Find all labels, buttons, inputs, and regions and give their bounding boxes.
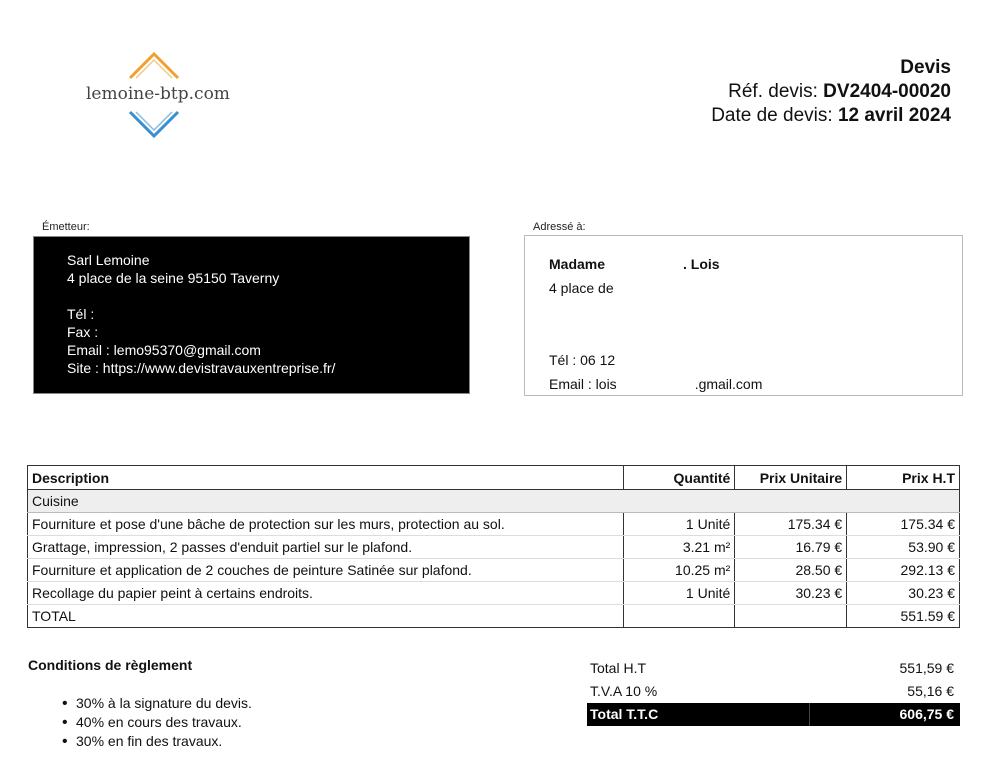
tva-label: T.V.A 10 % (590, 683, 658, 699)
row-description: Fourniture et pose d'une bâche de protection sur les murs, protection au sol. (28, 513, 624, 536)
table-row (28, 536, 960, 559)
tva-value: 55,16 € (907, 683, 954, 699)
company-logo (86, 50, 236, 142)
recipient-label: Adressé à: (533, 221, 586, 233)
quote-date-label: Date de devis: (711, 105, 838, 126)
row-total: 53.90 € (847, 536, 960, 559)
quote-date (711, 104, 951, 128)
recipient-phone: Tél : 06 12 (549, 352, 616, 368)
row-total: 30.23 € (847, 582, 960, 605)
section-label: Cuisine (28, 490, 960, 513)
logo-text: lemoine-btp.com (86, 84, 230, 104)
emitter-phone: Tél : (67, 306, 95, 322)
emitter-fax: Fax : (67, 324, 99, 340)
row-unit-price: 28.50 € (735, 559, 847, 582)
recipient-email-start: Email : lois (549, 376, 617, 392)
recipient-email (549, 372, 962, 396)
row-description: Fourniture et application de 2 couches de peinture Satinée sur plafond. (28, 559, 624, 582)
table-row (28, 582, 960, 605)
recipient-email-end: .gmail.com (694, 376, 763, 392)
row-quantity: 10.25 m² (624, 559, 735, 582)
total-ht-label: Total H.T (590, 660, 647, 676)
header-quantity: Quantité (624, 466, 735, 490)
recipient-address: 4 place de (549, 280, 614, 296)
tva-row (587, 680, 960, 703)
row-quantity: 1 Unité (624, 582, 735, 605)
recipient-name-end: . Lois (683, 256, 720, 272)
recipient-name (549, 252, 962, 276)
total-ttc-label: Total T.T.C (590, 706, 659, 722)
table-total-label: TOTAL (28, 605, 624, 628)
list-item: • 30% en fin des travaux. (62, 732, 252, 751)
header-description: Description (28, 466, 624, 490)
quote-reference-label: Réf. devis: (728, 81, 824, 102)
total-ht-value: 551,59 € (899, 660, 954, 676)
row-total: 292.13 € (847, 559, 960, 582)
emitter-label: Émetteur: (42, 221, 90, 233)
payment-conditions-title: Conditions de règlement (28, 657, 193, 673)
items-table (27, 465, 960, 628)
header-unit-price: Prix Unitaire (735, 466, 847, 490)
quote-header (711, 56, 951, 128)
row-description: Grattage, impression, 2 passes d'enduit partiel sur le plafond. (28, 536, 624, 559)
totals-block (587, 657, 960, 726)
recipient-box (524, 235, 963, 396)
section-row (28, 490, 960, 513)
recipient-name-start: Madame (549, 256, 606, 272)
payment-conditions-list (62, 694, 252, 751)
table-total-value: 551.59 € (847, 605, 960, 628)
emitter-website: Site : https://www.devistravauxentreprise.fr/ (67, 360, 336, 376)
row-unit-price: 30.23 € (735, 582, 847, 605)
row-description: Recollage du papier peint à certains endroits. (28, 582, 624, 605)
list-item: • 30% à la signature du devis. (62, 694, 252, 713)
table-row (28, 513, 960, 536)
row-total: 175.34 € (847, 513, 960, 536)
table-total-row (28, 605, 960, 628)
quote-reference (711, 80, 951, 104)
document-title: Devis (900, 57, 951, 78)
total-ttc-value: 606,75 € (899, 706, 954, 722)
quote-date-value: 12 avril 2024 (837, 105, 951, 126)
row-quantity: 1 Unité (624, 513, 735, 536)
table-row (28, 559, 960, 582)
emitter-box (33, 236, 470, 394)
list-item: • 40% en cours des travaux. (62, 713, 252, 732)
emitter-company: Sarl Lemoine (67, 252, 150, 268)
row-quantity: 3.21 m² (624, 536, 735, 559)
table-header-row (28, 466, 960, 490)
quote-reference-value: DV2404-00020 (823, 81, 951, 102)
header-total-ht: Prix H.T (847, 466, 960, 490)
emitter-email: Email : lemo95370@gmail.com (67, 342, 261, 358)
row-unit-price: 175.34 € (735, 513, 847, 536)
emitter-address: 4 place de la seine 95150 Taverny (67, 270, 280, 286)
total-ht-row (587, 657, 960, 680)
total-ttc-row (587, 703, 960, 726)
row-unit-price: 16.79 € (735, 536, 847, 559)
